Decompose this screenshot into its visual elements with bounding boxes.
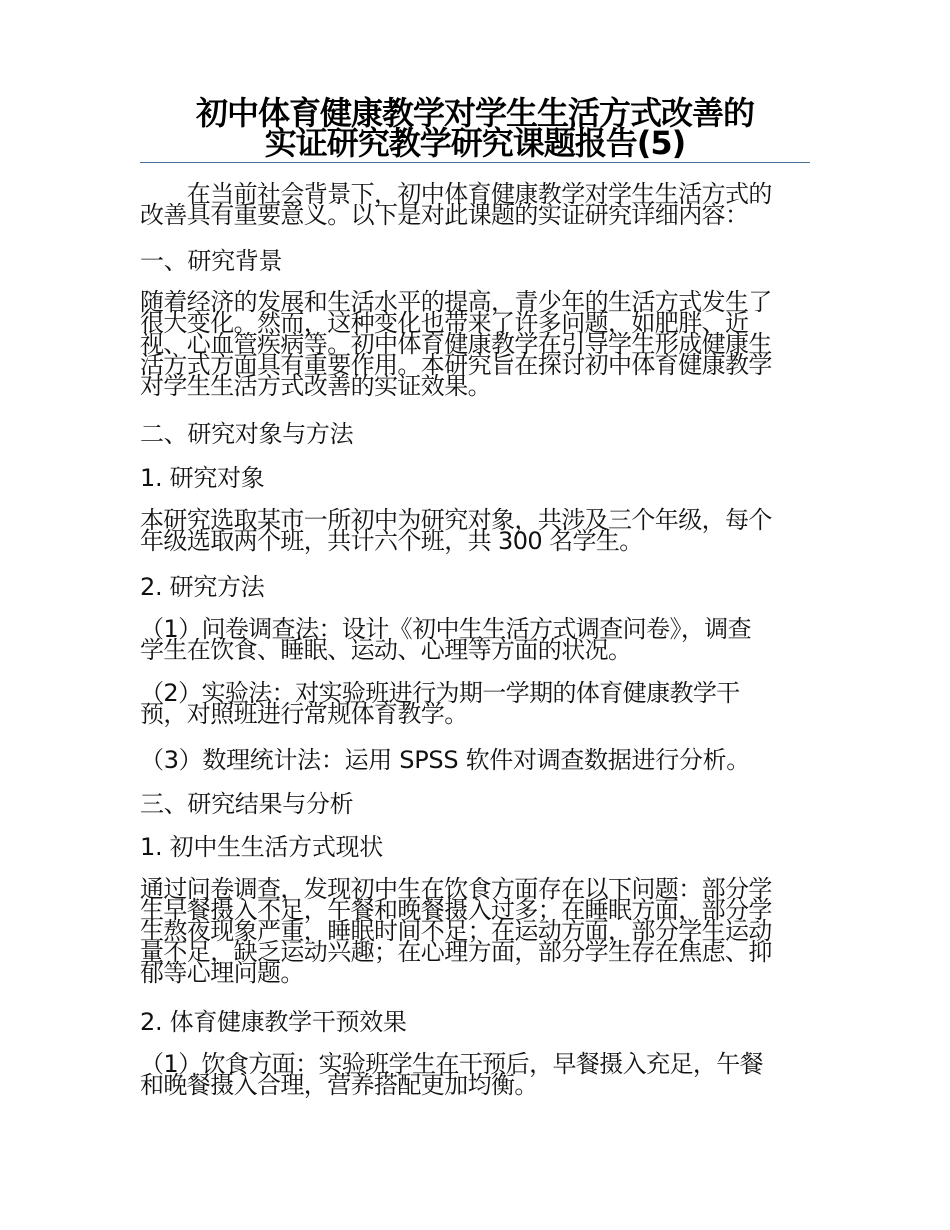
text-line: 生熬夜现象严重，睡眠时间不足；在运动方面，部分学生运动 bbox=[140, 917, 772, 945]
method-questionnaire bbox=[140, 615, 812, 664]
section-heading-background: 一、研究背景 bbox=[140, 247, 283, 275]
section-heading-methods: 二、研究对象与方法 bbox=[140, 420, 354, 448]
text-line: 年级选取两个班，共计六个班，共 300 名学生。 bbox=[140, 527, 643, 555]
text-line: 学生在饮食、睡眠、运动、心理等方面的状况。 bbox=[140, 636, 632, 664]
page-title bbox=[140, 94, 810, 162]
text-line: 量不足，缺乏运动兴趣；在心理方面，部分学生存在焦虑、抑 bbox=[140, 938, 772, 966]
text-line: （1）饮食方面：实验班学生在干预后，早餐摄入充足，午餐 bbox=[140, 1050, 764, 1078]
text-line: 本研究选取某市一所初中为研究对象，共涉及三个年级，每个 bbox=[140, 506, 772, 534]
text-line: 预，对照班进行常规体育教学。 bbox=[140, 700, 468, 728]
subjects-paragraph bbox=[140, 506, 812, 555]
text-line: 对学生生活方式改善的实证效果。 bbox=[140, 372, 491, 400]
text-line: （1）问卷调查法：设计《初中生生活方式调查问卷》，调查 bbox=[140, 615, 752, 643]
text-line: 在当前社会背景下，初中体育健康教学对学生生活方式的 bbox=[140, 180, 772, 208]
background-paragraph bbox=[140, 288, 812, 400]
effect-diet-paragraph bbox=[140, 1050, 812, 1099]
text-line: 郁等心理问题。 bbox=[140, 959, 304, 987]
intro-paragraph bbox=[140, 180, 812, 229]
title-line-2: 实证研究教学研究课题报告(5) bbox=[264, 124, 686, 162]
title-underline bbox=[140, 162, 810, 163]
text-line: 活方式方面具有重要作用。本研究旨在探讨初中体育健康教学 bbox=[140, 351, 772, 379]
text-line: 生早餐摄入不足，午餐和晚餐摄入过多；在睡眠方面，部分学 bbox=[140, 896, 772, 924]
section-heading-results: 三、研究结果与分析 bbox=[140, 790, 354, 818]
text-line: 很大变化。然而，这种变化也带来了许多问题，如肥胖、近 bbox=[140, 309, 749, 337]
text-line: 通过问卷调查，发现初中生在饮食方面存在以下问题：部分学 bbox=[140, 875, 772, 903]
subheading-subjects: 1. 研究对象 bbox=[140, 464, 265, 492]
subheading-current-status: 1. 初中生生活方式现状 bbox=[140, 833, 383, 861]
text-line: 改善具有重要意义。以下是对此课题的实证研究详细内容： bbox=[140, 201, 749, 229]
text-line: 随着经济的发展和生活水平的提高，青少年的生活方式发生了 bbox=[140, 288, 772, 316]
current-status-paragraph bbox=[140, 875, 812, 987]
method-statistics: （3）数理统计法：运用 SPSS 软件对调查数据进行分析。 bbox=[140, 746, 751, 774]
text-line: 和晚餐摄入合理，营养搭配更加均衡。 bbox=[140, 1071, 538, 1099]
subheading-intervention: 2. 体育健康教学干预效果 bbox=[140, 1008, 407, 1036]
method-experiment bbox=[140, 679, 812, 728]
subheading-methods: 2. 研究方法 bbox=[140, 573, 265, 601]
text-line: （2）实验法：对实验班进行为期一学期的体育健康教学干 bbox=[140, 679, 740, 707]
title-line-1: 初中体育健康教学对学生生活方式改善的 bbox=[195, 94, 754, 132]
text-line: 视、心血管疾病等。初中体育健康教学在引导学生形成健康生 bbox=[140, 330, 772, 358]
